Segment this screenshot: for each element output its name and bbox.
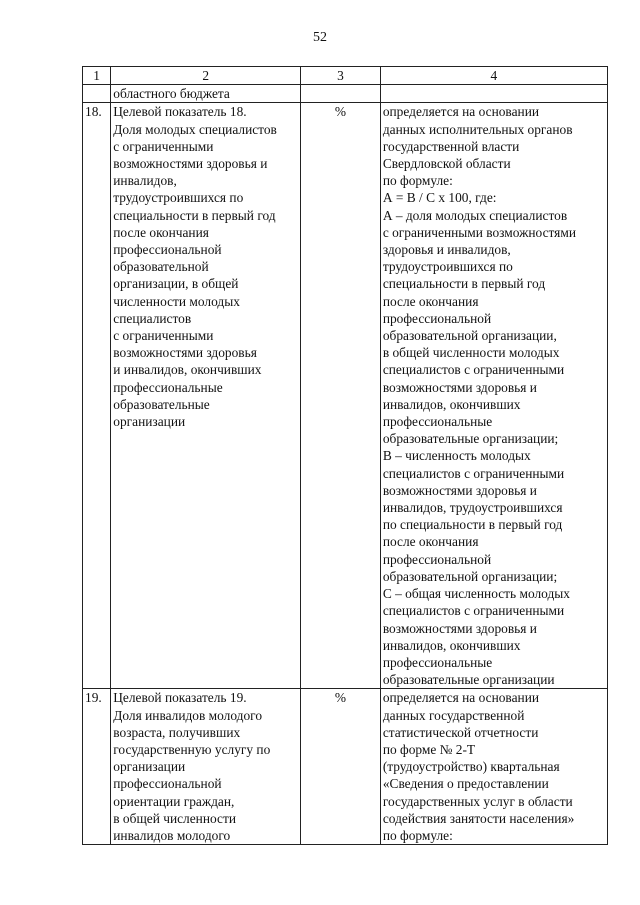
text-line: А – доля молодых специалистов xyxy=(382,207,568,223)
text-line: государственной власти xyxy=(382,138,520,154)
text-line: профессиональной xyxy=(113,242,222,258)
text-line: Целевой показатель 19. xyxy=(113,690,247,706)
text-line: профессиональные xyxy=(382,414,493,430)
text-line: Свердловской области xyxy=(382,156,511,172)
text-line: специалистов xyxy=(113,310,192,326)
text-line: организации xyxy=(113,759,186,775)
text-line: Доля инвалидов молодого xyxy=(113,707,263,723)
text-line: (трудоустройство) квартальная xyxy=(382,759,560,775)
text-line: определяется на основании xyxy=(382,104,540,120)
text-line: государственную услугу по xyxy=(113,741,271,757)
table-row-18 xyxy=(83,103,608,689)
unit-cell: % xyxy=(301,689,381,845)
text-line: с ограниченными возможностями xyxy=(382,224,576,240)
text-line: образовательной xyxy=(113,259,209,275)
text-line: в общей численности молодых xyxy=(382,345,560,361)
continuation-unit-cell xyxy=(301,85,381,103)
text-line: здоровья и инвалидов, xyxy=(382,242,511,258)
continuation-num-cell xyxy=(83,85,111,103)
text-line: с ограниченными xyxy=(113,138,214,154)
text-line: и инвалидов, окончивших xyxy=(113,362,262,378)
text-line: специалистов с ограниченными xyxy=(382,603,565,619)
text-line: ориентации граждан, xyxy=(113,793,235,809)
text-line: с ограниченными xyxy=(113,328,214,344)
text-line: статистической отчетности xyxy=(382,724,539,740)
text-line: специалистов с ограниченными xyxy=(382,465,565,481)
continuation-indicator-cell xyxy=(111,85,301,103)
text-line: возможностями здоровья xyxy=(113,345,257,361)
text-line: профессиональной xyxy=(382,551,492,567)
text-line: по формуле: xyxy=(382,173,453,189)
method-cell xyxy=(380,689,607,845)
text-line: в общей численности xyxy=(113,810,237,826)
text-line: инвалидов, xyxy=(113,173,177,189)
text-line: инвалидов молодого xyxy=(113,827,231,843)
unit-cell: % xyxy=(301,103,381,689)
text-line: возможностями здоровья и xyxy=(382,379,537,395)
text-line: В – численность молодых xyxy=(382,448,531,464)
text-line: профессиональной xyxy=(382,310,492,326)
text-line: определяется на основании xyxy=(382,690,540,706)
row-number: 19. xyxy=(83,689,111,845)
text-line: возможностями здоровья и xyxy=(382,620,537,636)
text-line: содействия занятости населения» xyxy=(382,810,575,826)
text-line: трудоустроившихся по xyxy=(382,259,513,275)
header-cell-4: 4 xyxy=(380,67,607,85)
text-line: образовательной организации, xyxy=(382,328,557,344)
text-line: по форме № 2-Т xyxy=(382,741,476,757)
text-line: образовательные организации xyxy=(382,672,555,688)
row-number: 18. xyxy=(83,103,111,689)
text-line: образовательной организации; xyxy=(382,568,558,584)
text-line: данных государственной xyxy=(382,707,525,723)
text-line: профессиональные xyxy=(113,379,223,395)
continuation-method-cell xyxy=(380,85,607,103)
indicators-table xyxy=(82,66,608,845)
text-line: А = В / С х 100, где: xyxy=(382,190,497,206)
text-line: организации xyxy=(113,414,186,430)
text-line: инвалидов, окончивших xyxy=(382,637,521,653)
text-line: после окончания xyxy=(382,293,479,309)
page-number: 52 xyxy=(313,30,327,45)
text-line: «Сведения о предоставлении xyxy=(382,776,549,792)
text-line: профессиональной xyxy=(113,776,222,792)
table-header-row xyxy=(83,67,608,85)
text-line: профессиональные xyxy=(382,654,493,670)
text-line: С – общая численность молодых xyxy=(382,586,570,602)
table-row-19 xyxy=(83,689,608,845)
text-line: данных исполнительных органов xyxy=(382,121,573,137)
text-line: по формуле: xyxy=(382,827,453,843)
text-line: после окончания xyxy=(382,534,479,550)
text-line: Доля молодых специалистов xyxy=(113,121,277,137)
text-line: инвалидов, трудоустроившихся xyxy=(382,500,563,516)
indicator-cell xyxy=(111,103,301,689)
continuation-row xyxy=(83,85,608,103)
text-line: образовательные xyxy=(113,396,210,412)
text-line: инвалидов, окончивших xyxy=(382,396,521,412)
text-line: организации, в общей xyxy=(113,276,239,292)
text-line: специальности в первый год xyxy=(113,207,276,223)
text-line: после окончания xyxy=(113,224,209,240)
text-line: возраста, получивших xyxy=(113,724,241,740)
header-cell-3: 3 xyxy=(301,67,381,85)
text-line: Целевой показатель 18. xyxy=(113,104,247,120)
text-line: областного бюджета xyxy=(113,86,230,102)
text-line: численности молодых xyxy=(113,293,240,309)
header-cell-2: 2 xyxy=(111,67,301,85)
text-line: образовательные организации; xyxy=(382,431,559,447)
text-line: специальности в первый год xyxy=(382,276,546,292)
indicator-cell xyxy=(111,689,301,845)
text-line: специалистов с ограниченными xyxy=(382,362,565,378)
text-line: возможностями здоровья и xyxy=(113,156,268,172)
method-cell xyxy=(380,103,607,689)
text-line: государственных услуг в области xyxy=(382,793,573,809)
text-line: трудоустроившихся по xyxy=(113,190,244,206)
text-line: возможностями здоровья и xyxy=(382,482,537,498)
header-cell-1: 1 xyxy=(83,67,111,85)
text-line: по специальности в первый год xyxy=(382,517,563,533)
